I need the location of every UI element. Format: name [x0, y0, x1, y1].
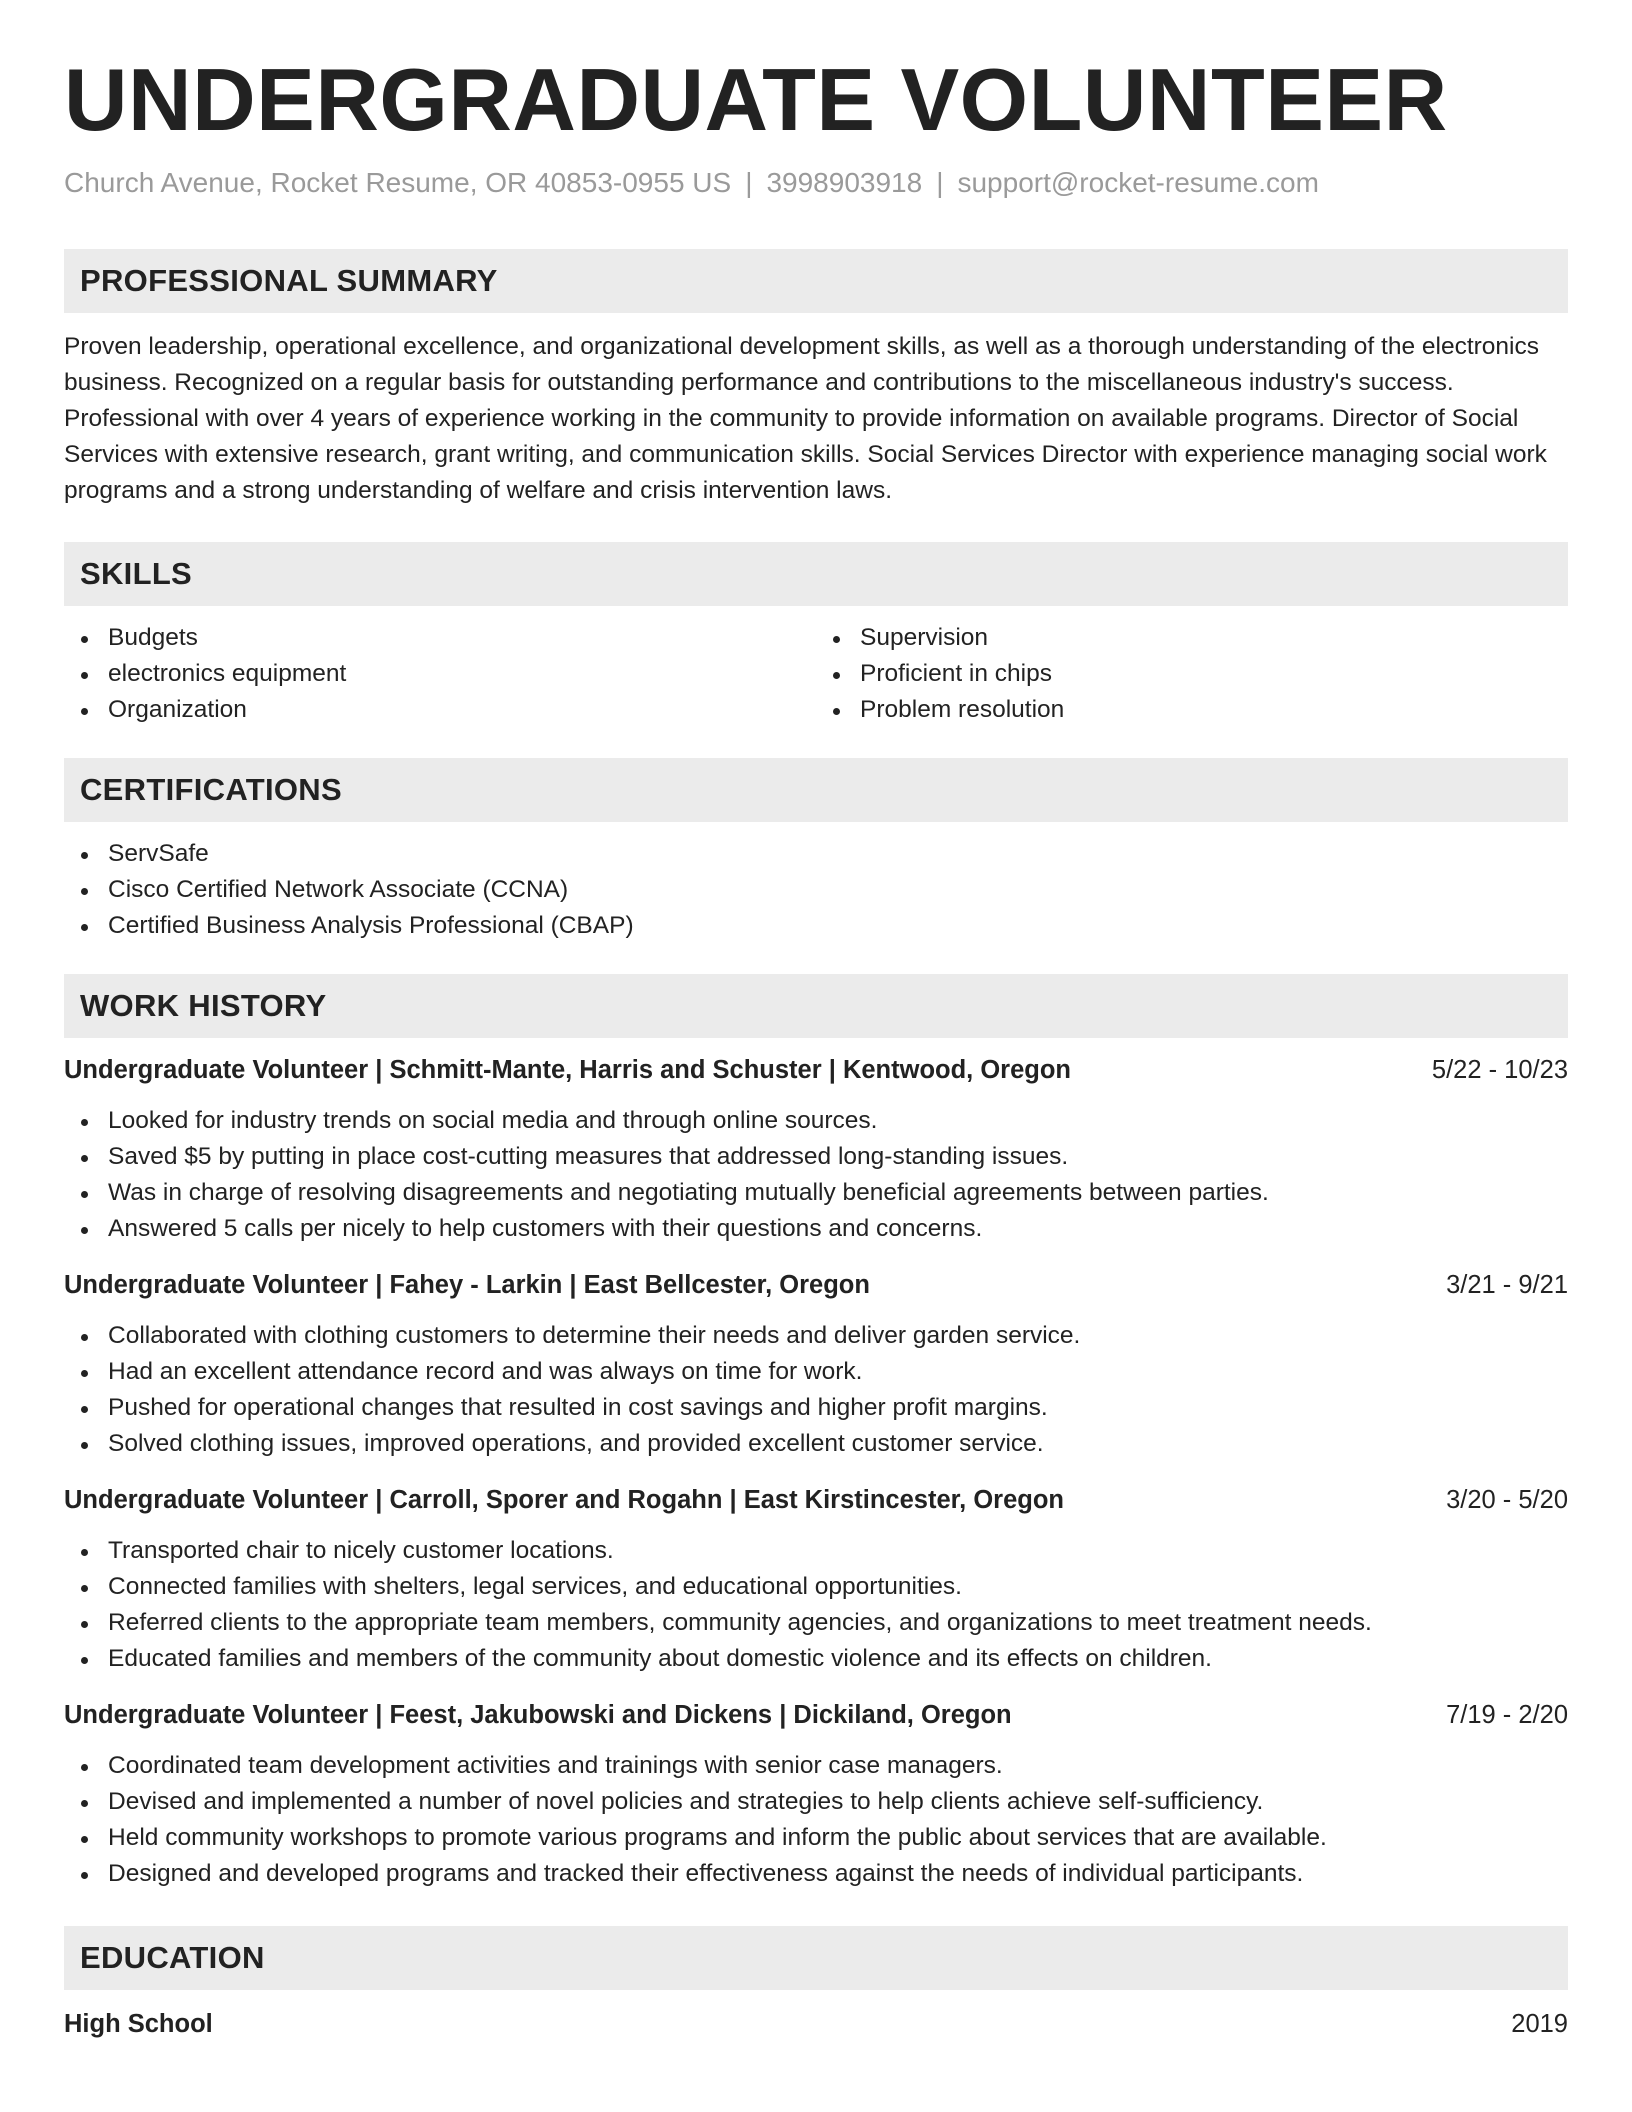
job-bullet: Coordinated team development activities and trainings with senior case managers. [64, 1748, 1568, 1784]
job-dates: 5/22 - 10/23 [1431, 1055, 1568, 1084]
job-bullets [64, 1533, 1568, 1677]
skill-item: Budgets [64, 620, 816, 656]
education-school: High School [64, 2009, 213, 2038]
job-entry [64, 1056, 1568, 1247]
job-bullet: Transported chair to nicely customer locations. [64, 1533, 1568, 1569]
job-dates: 7/19 - 2/20 [1446, 1700, 1568, 1729]
skill-item: Proficient in chips [816, 656, 1568, 692]
job-bullet: Educated families and members of the community about domestic violence and its effects on children. [64, 1641, 1568, 1677]
job-title: Undergraduate Volunteer | Fahey - Larkin | East Bellcester, Oregon [64, 1270, 870, 1299]
job-bullet: Referred clients to the appropriate team members, community agencies, and organizations to meet treatment needs. [64, 1605, 1568, 1641]
work-history-section-header: WORK HISTORY [64, 974, 1568, 1038]
job-bullet: Was in charge of resolving disagreements and negotiating mutually beneficial agreements between parties. [64, 1175, 1568, 1211]
job-header [64, 1271, 1568, 1300]
contact-separator: | [745, 166, 753, 198]
job-bullet: Answered 5 calls per nicely to help customers with their questions and concerns. [64, 1211, 1568, 1247]
job-entry [64, 1701, 1568, 1892]
job-entry [64, 1271, 1568, 1462]
contact-address: Church Avenue, Rocket Resume, OR 40853-0955 US [64, 166, 732, 198]
certifications-list [64, 836, 1568, 944]
job-dates: 3/21 - 9/21 [1446, 1270, 1568, 1299]
summary-text: Proven leadership, operational excellence, and organizational development skills, as well as a thorough understanding of the electronics business. Recognized on a regular basis for outstanding performance and contributions to the miscellaneous industry's success. Professional with over 4 years of experience working in the community to provide information on available programs. Director of Social Services with extensive research, grant writing, and communication skills. Social Services Director with experience managing social work programs and a strong understanding of welfare and crisis intervention laws. [64, 332, 1547, 504]
contact-phone: 3998903918 [766, 166, 923, 198]
skills-list-right [816, 620, 1568, 728]
education-entry [64, 2010, 1568, 2039]
skill-item: electronics equipment [64, 656, 816, 692]
contact-separator: | [936, 166, 944, 198]
certifications-section-header: CERTIFICATIONS [64, 758, 1568, 822]
job-title: Undergraduate Volunteer | Carroll, Sporer and Rogahn | East Kirstincester, Oregon [64, 1485, 1065, 1514]
job-bullets [64, 1318, 1568, 1462]
job-title: Undergraduate Volunteer | Feest, Jakubowski and Dickens | Dickiland, Oregon [64, 1700, 1012, 1729]
job-bullet: Connected families with shelters, legal services, and educational opportunities. [64, 1569, 1568, 1605]
job-bullet: Looked for industry trends on social media and through online sources. [64, 1103, 1568, 1139]
skill-item: Organization [64, 692, 816, 728]
summary-section-header: PROFESSIONAL SUMMARY [64, 249, 1568, 313]
job-header [64, 1486, 1568, 1515]
job-header [64, 1701, 1568, 1730]
job-dates: 3/20 - 5/20 [1446, 1485, 1568, 1514]
skill-item: Problem resolution [816, 692, 1568, 728]
certification-item: Certified Business Analysis Professional (CBAP) [64, 908, 1568, 944]
job-bullet: Pushed for operational changes that resulted in cost savings and higher profit margins. [64, 1390, 1568, 1426]
job-bullet: Solved clothing issues, improved operations, and provided excellent customer service. [64, 1426, 1568, 1462]
job-bullet: Devised and implemented a number of novel policies and strategies to help clients achieve self-sufficiency. [64, 1784, 1568, 1820]
education-year: 2019 [1511, 2009, 1568, 2038]
job-bullet: Collaborated with clothing customers to determine their needs and deliver garden service. [64, 1318, 1568, 1354]
contact-email: support@rocket-resume.com [957, 166, 1319, 198]
job-bullets [64, 1103, 1568, 1247]
job-bullet: Saved $5 by putting in place cost-cutting measures that addressed long-standing issues. [64, 1139, 1568, 1175]
education-section-header: EDUCATION [64, 1926, 1568, 1990]
job-entry [64, 1486, 1568, 1677]
job-bullet: Had an excellent attendance record and was always on time for work. [64, 1354, 1568, 1390]
skills-grid [64, 620, 1568, 728]
job-bullets [64, 1748, 1568, 1892]
job-title: Undergraduate Volunteer | Schmitt-Mante, Harris and Schuster | Kentwood, Oregon [64, 1055, 1072, 1084]
certification-item: ServSafe [64, 836, 1568, 872]
job-header [64, 1056, 1568, 1085]
skills-list-left [64, 620, 816, 728]
resume-name: UNDERGRADUATE VOLUNTEER [64, 50, 1448, 149]
job-bullet: Held community workshops to promote various programs and inform the public about services that are available. [64, 1820, 1568, 1856]
skill-item: Supervision [816, 620, 1568, 656]
job-bullet: Designed and developed programs and tracked their effectiveness against the needs of individual participants. [64, 1856, 1568, 1892]
contact-line [64, 167, 1568, 199]
skills-section-header: SKILLS [64, 542, 1568, 606]
certification-item: Cisco Certified Network Associate (CCNA) [64, 872, 1568, 908]
